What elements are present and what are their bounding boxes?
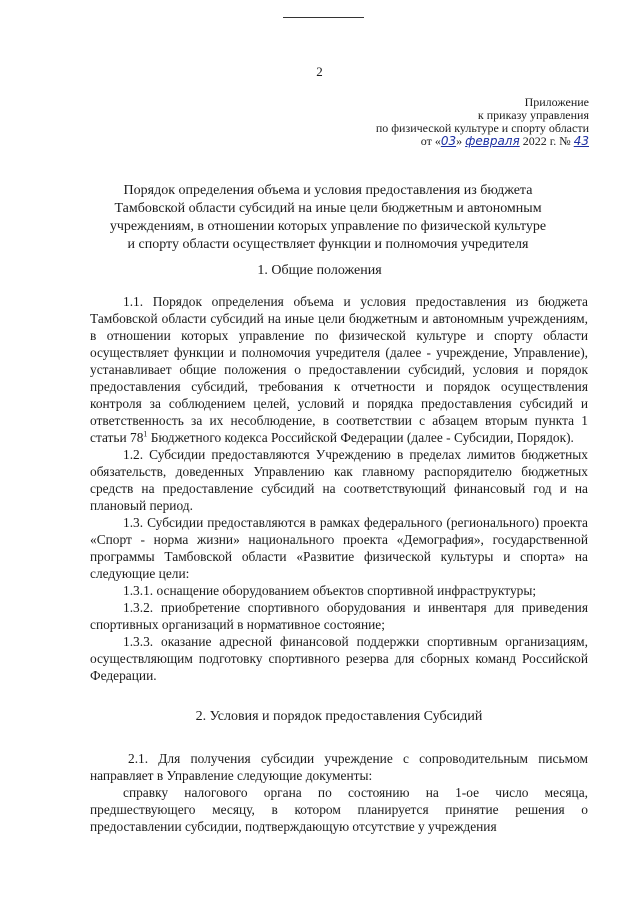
paragraph-1-3: 1.3. Субсидии предоставляются в рамках федерального (регионального) проекта «Спорт - норма жизни» национального проекта «Демография», государственной программы Тамбовской области «Развитие физической культуры и спорта» на следующие цели: [90,515,588,581]
top-rule [283,17,364,18]
appendix-date-line [319,135,589,148]
paragraph-2-1-a: справку налогового органа по состоянию на 1-ое число месяца, предшествующего месяцу, в котором планируется принятие решения о предоставлении субсидии, подтверждающую отсутствие у учреждения [90,785,588,834]
date-mid: » [456,134,463,148]
document-body [90,293,588,835]
appendix-header [319,96,589,148]
section-gap [90,684,588,708]
title-line-1: Порядок определения объема и условия предоставления из бюджета [123,183,533,198]
paragraph-1-3-3: 1.3.3. оказание адресной финансовой поддержки спортивным организациям, осуществляющим подготовку спортивного резерва для сборных команд Российской Федерации. [90,634,588,683]
title-line-4: и спорту области осуществляет функции и полномочия учредителя [127,237,529,252]
article-superscript: 1 [143,429,148,439]
title-line-2: Тамбовской области субсидий на иные цели бюджетным и автономным [114,201,542,216]
paragraph-1-3-2: 1.3.2. приобретение спортивного оборудования и инвентаря для приведения спортивных организаций в нормативное состояние; [90,600,588,632]
section-1-heading: 1. Общие положения [257,263,382,278]
appendix-line-3: по физической культуре и спорту области [375,121,589,135]
section-2-heading: 2. Условия и порядок предоставления Субсидий [195,709,483,724]
order-number: 43 [573,134,589,148]
appendix-line-1: Приложение [524,95,589,109]
title-line-3: учреждениям, в отношении которых управление по физической культуре [109,219,547,234]
date-month: февраля [465,134,520,148]
date-day: 03 [440,134,457,148]
date-year: 2022 г. № [522,134,571,148]
document-title [58,182,598,254]
appendix-line-2: к приказу управления [477,108,589,122]
page-number: 2 [316,64,323,79]
paragraph-1-1 [90,293,588,446]
paragraph-1-1-end: Бюджетного кодекса Российской Федерации (далее - Субсидии, Порядок). [147,430,574,445]
paragraph-1-1-text: 1.1. Порядок определения объема и условия предоставления из бюджета Тамбовской области субсидий на иные цели бюджетным и автономным учреждениям, в отношении которых управление по физической культуре и спорту области осуществляет функции и полномочия учредителя (далее - учреждение, Управление), устанавливает общие положения о предоставлении субсидий, условия и порядок предоставления субсидий, требования к отчетности и порядок осуществления контроля за соблюдением целей, условий и порядка предоставления субсидий и ответственность за их несоблюдение, в соответствии с абзацем вторым пункта 1 статьи 78 [90,294,588,445]
section-gap [90,726,588,750]
paragraph-1-2: 1.2. Субсидии предоставляются Учреждению в пределах лимитов бюджетных обязательств, доведенных Управлению как главному распорядителю бюджетных средств на предоставление субсидий на соответствующий финансовый год и на плановый период. [90,447,588,513]
paragraph-1-3-1: 1.3.1. оснащение оборудованием объектов спортивной инфраструктуры; [123,583,537,598]
paragraph-2-1: 2.1. Для получения субсидии учреждение с сопроводительным письмом направляет в Управление следующие документы: [90,751,588,783]
date-prefix: от « [420,134,441,148]
